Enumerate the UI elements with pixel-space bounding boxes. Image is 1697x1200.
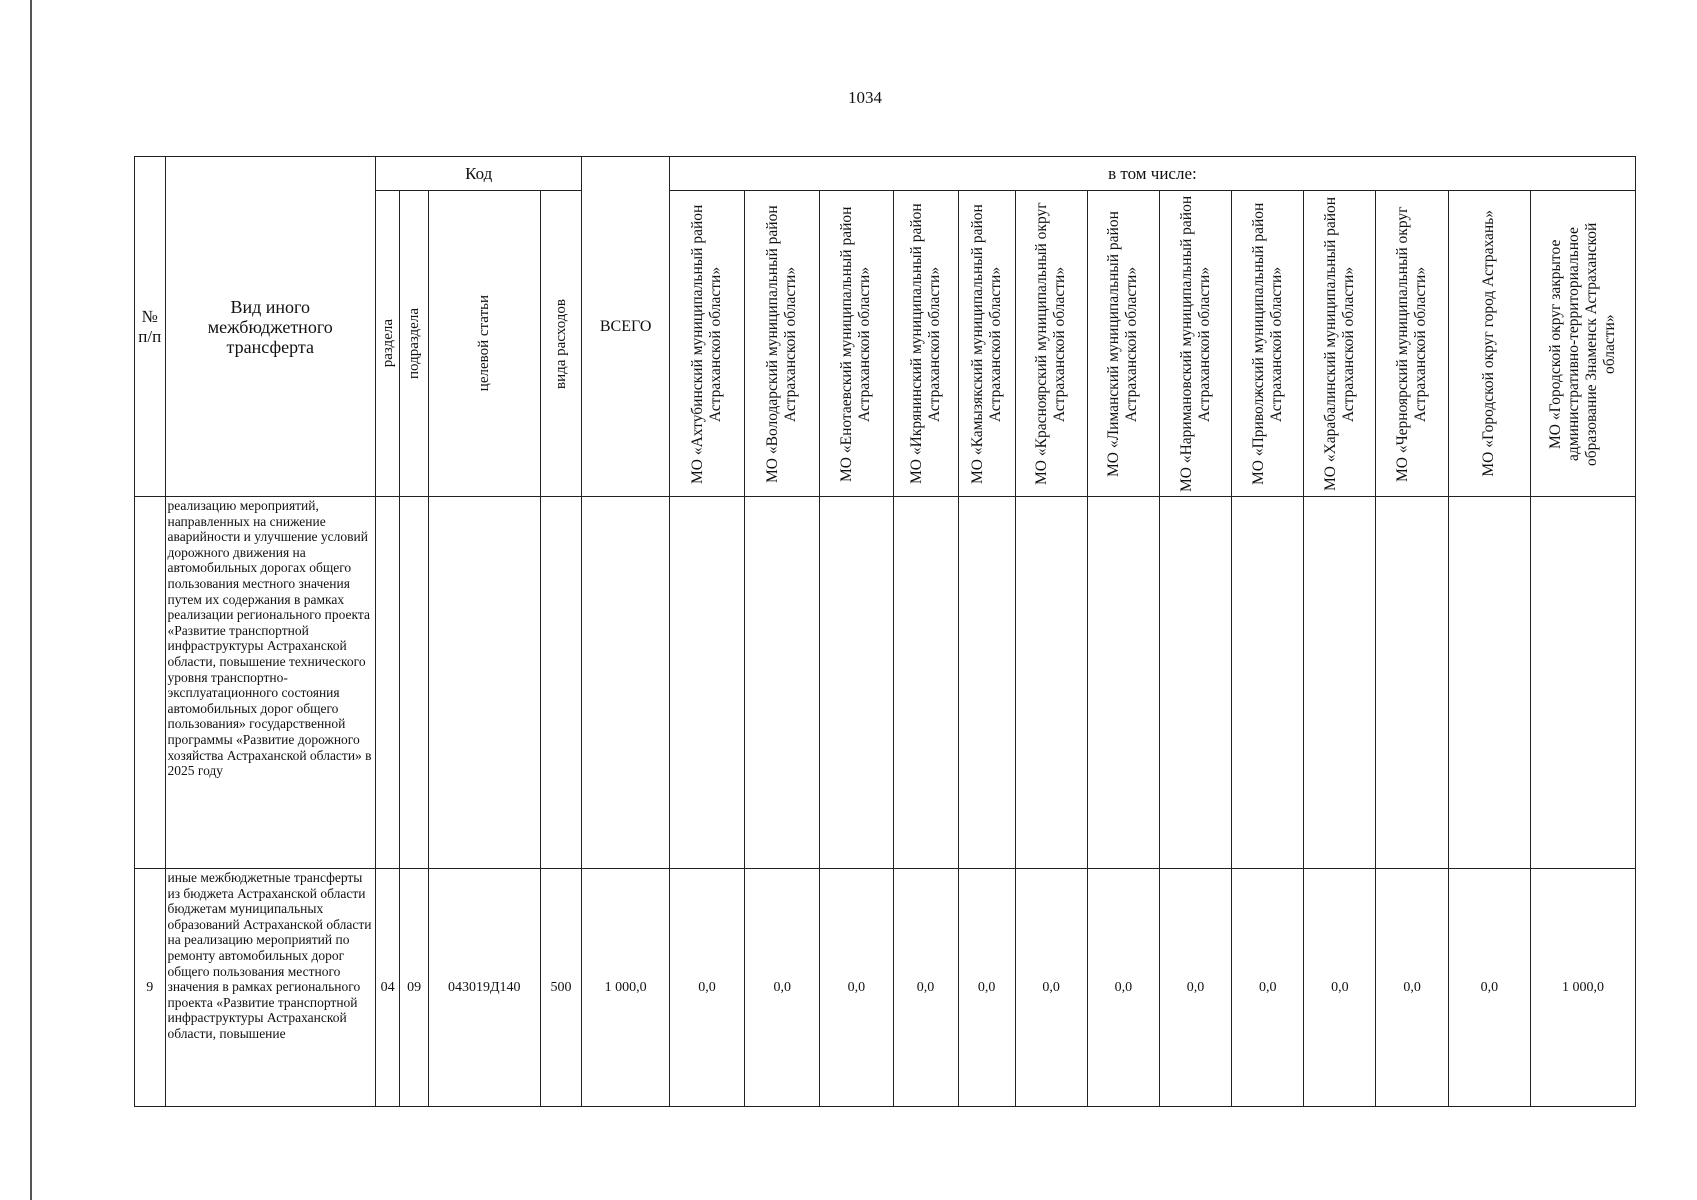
row-value: [1232, 497, 1304, 869]
row-target: 043019Д140: [428, 869, 540, 1107]
header-mo-label: МО «Ахтубинский муниципальный район Астраханской области»: [688, 203, 724, 484]
row-target: [428, 497, 540, 869]
header-mo-label: МО «Икрянинский муниципальный район Астраханской области»: [907, 203, 943, 484]
header-code-subsection-label: подраздела: [406, 308, 423, 379]
row-value: 0,0: [1087, 869, 1159, 1107]
header-transfer-type: [165, 157, 375, 497]
header-mo-chernoyarsky: [1376, 191, 1448, 497]
table-row: [135, 497, 1636, 869]
header-mo-enotaevsky: [820, 191, 893, 497]
header-total-label: ВСЕГО: [599, 317, 652, 335]
left-margin-line: [30, 0, 32, 1200]
header-mo-label: МО «Харабалинский муниципальный район Астраханской области»: [1321, 196, 1357, 491]
header-code-label: Код: [465, 163, 493, 183]
row-value: 0,0: [893, 869, 958, 1107]
row-value: 0,0: [745, 869, 820, 1107]
row-value: [958, 497, 1015, 869]
header-code-section: [375, 191, 399, 497]
header-code-target-label: целевой статьи: [476, 295, 493, 392]
row-value: [1159, 497, 1231, 869]
row-description: иные межбюджетные трансферты из бюджета Астраханской области бюджетам муниципальных образований Астраханской области на реализацию мероприятий по ремонту автомобильных дорог общего пользования местного значения в рамках регионального проекта «Развитие транспортной инфраструктуры Астраханской области, повышение: [165, 869, 375, 1107]
header-mo-astrakhan: [1448, 191, 1530, 497]
row-value: 1 000,0: [1531, 869, 1636, 1107]
row-value: [820, 497, 893, 869]
header-transfer-type-label: Вид иного межбюджетного трансферта: [207, 296, 333, 357]
header-including: [669, 157, 1635, 191]
row-value: 0,0: [1159, 869, 1231, 1107]
row-section: 04: [375, 869, 399, 1107]
header-mo-label: МО «Енотаевский муниципальный район Астраханской области»: [838, 205, 874, 482]
row-value: 0,0: [1232, 869, 1304, 1107]
row-value: 0,0: [1376, 869, 1448, 1107]
header-code-subsection: [400, 191, 428, 497]
row-value: 0,0: [1448, 869, 1530, 1107]
header-mo-label: МО «Лиманский муниципальный район Астраханской области»: [1105, 210, 1141, 477]
header-total: [582, 157, 669, 497]
header-code: [375, 157, 581, 191]
header-num: [135, 157, 166, 497]
row-total: [582, 497, 669, 869]
row-section: [375, 497, 399, 869]
header-mo-privolzhsky: [1232, 191, 1304, 497]
row-value: [669, 497, 744, 869]
header-mo-label: МО «Наримановский муниципальный район Астраханской области»: [1177, 195, 1213, 492]
header-mo-znamensk: [1531, 191, 1636, 497]
page-number: 1034: [848, 88, 882, 107]
row-value: [1376, 497, 1448, 869]
row-value: [1087, 497, 1159, 869]
row-num: [135, 497, 166, 869]
header-num-label: № п/п: [138, 306, 162, 346]
row-description: реализацию мероприятий, направленных на снижение аварийности и улучшение условий дорожного движения на автомобильных дорогах общего пользования местного значения путем их содержания в рамках реализации регионального проекта «Развитие транспортной инфраструктуры Астраханской области, повышение технического уровня транспортно-эксплуатационного состояния автомобильных дорог общего пользования» государственной программы «Развитие дорожного хозяйства Астраханской области» в 2025 году: [165, 497, 375, 869]
header-code-expense-label: вида расходов: [553, 298, 570, 389]
header-mo-kharabalinsky: [1304, 191, 1376, 497]
header-mo-label: МО «Володарский муниципальный район Астраханской области»: [764, 204, 800, 483]
row-subsection: 09: [400, 869, 428, 1107]
header-code-section-label: раздела: [379, 319, 396, 368]
header-mo-narimanovsky: [1159, 191, 1231, 497]
row-value: [1304, 497, 1376, 869]
row-value: [1448, 497, 1530, 869]
header-mo-label: МО «Красноярский муниципальный округ Астраханской области»: [1033, 202, 1069, 485]
row-value: 0,0: [958, 869, 1015, 1107]
row-value: [1015, 497, 1087, 869]
header-code-expense: [540, 191, 582, 497]
header-mo-label: МО «Городской округ город Астрахань»: [1480, 210, 1498, 477]
row-value: 0,0: [820, 869, 893, 1107]
transfer-table: [134, 156, 1636, 1107]
table-row: [135, 869, 1636, 1107]
row-subsection: [400, 497, 428, 869]
header-mo-label: МО «Черноярский муниципальный округ Астраханской области»: [1394, 205, 1430, 482]
row-value: 0,0: [1015, 869, 1087, 1107]
header-mo-label: МО «Камызякский муниципальный район Астраханской области»: [968, 203, 1004, 484]
row-expense: [540, 497, 582, 869]
header-mo-label: МО «Городской округ закрытое административно-территориальное образование Знаменск Астраханской области»: [1547, 221, 1618, 466]
row-total: 1 000,0: [582, 869, 669, 1107]
header-mo-kamyzyaksky: [958, 191, 1015, 497]
header-including-label: в том числе:: [1108, 163, 1197, 183]
row-value: 0,0: [669, 869, 744, 1107]
header-mo-limansky: [1087, 191, 1159, 497]
header-mo-label: МО «Приволжский муниципальный район Астраханской области»: [1249, 202, 1285, 485]
row-value: [1531, 497, 1636, 869]
header-mo-krasnoyarsky: [1015, 191, 1087, 497]
header-code-target: [428, 191, 540, 497]
row-value: [745, 497, 820, 869]
row-expense: 500: [540, 869, 582, 1107]
header-mo-ikryaninsky: [893, 191, 958, 497]
row-num: 9: [135, 869, 166, 1107]
header-mo-volodarsky: [745, 191, 820, 497]
row-value: 0,0: [1304, 869, 1376, 1107]
header-mo-akhtubinsky: [669, 191, 744, 497]
row-value: [893, 497, 958, 869]
